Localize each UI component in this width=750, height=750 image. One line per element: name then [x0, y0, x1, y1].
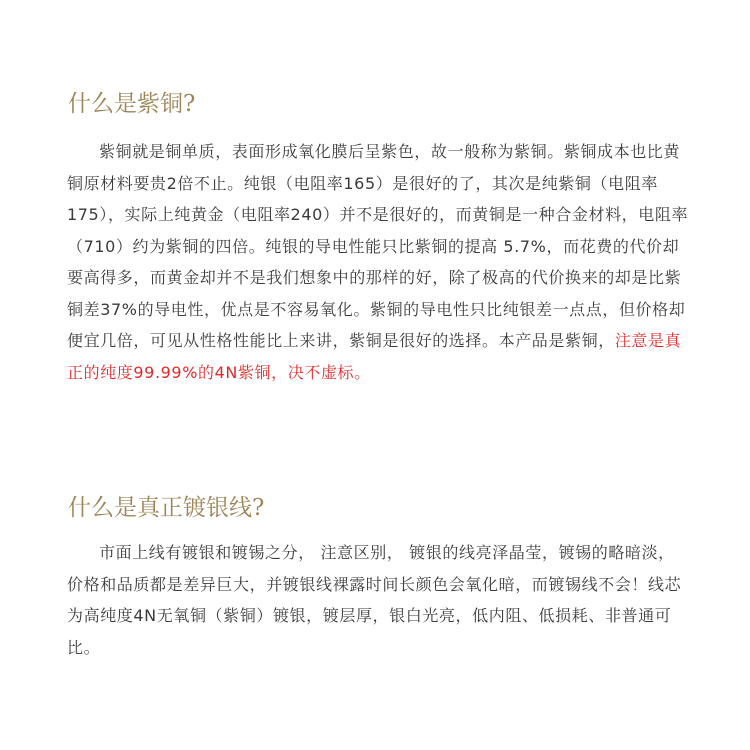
copper-description-text: 紫铜就是铜单质，表面形成氧化膜后呈紫色，故一般称为紫铜。紫铜成本也比黄铜原材料要贵2倍不止。纯银（电阻率165）是很好的了，其次是纯紫铜（电阻率175），实际上纯黄金（电阻率240）并不是很好的，而黄铜是一种合金材料，电阻率（710）约为紫铜的四倍。纯银的导电性能只比紫铜的提高 5.7%，而花费的代价却要高得多，而黄金却并不是我们想象中的那样的好，除了极高的代价换来的却是比紫铜差37%的导电性，优点是不容易氧化。紫铜的导电性只比纯银差一点点，但价格却便宜几倍，可见从性格性能比上来讲，紫铜是很好的选择。本产品是紫铜， — [67, 142, 689, 350]
section-body-silver-plated-wire: 市面上线有镀银和镀锡之分， 注意区别， 镀银的线亮泽晶莹，镀锡的略暗淡，价格和品质都是差异巨大，并镀银线裸露时间长颜色会氧化暗，而镀锡线不会！线芯为高纯度4N无氧铜（紫铜）镀银，镀层厚，银白光亮，低内阻、低损耗、非普通可比。 — [67, 543, 682, 657]
purity-highlight-text: 注意是真正的纯度99.99%的4N紫铜，决不虚标。 — [67, 331, 682, 382]
section-title-copper: 什么是紫铜? — [68, 91, 196, 117]
section-body-copper — [67, 136, 691, 388]
section-title-silver-plated-wire: 什么是真正镀银线? — [68, 495, 265, 521]
